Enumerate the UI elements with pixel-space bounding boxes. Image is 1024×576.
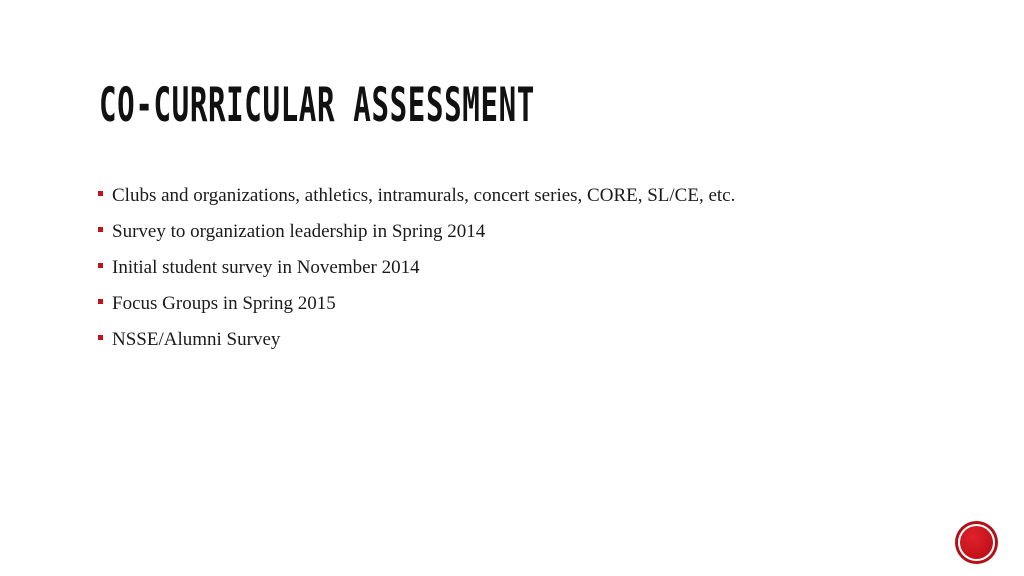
bullet-text: Focus Groups in Spring 2015 xyxy=(112,293,336,314)
red-circle-badge-icon xyxy=(958,524,995,561)
square-bullet-icon xyxy=(98,227,103,232)
bullet-text: NSSE/Alumni Survey xyxy=(112,329,281,350)
list-item xyxy=(98,221,735,257)
square-bullet-icon xyxy=(98,299,103,304)
square-bullet-icon xyxy=(98,191,103,196)
bullet-text: Clubs and organizations, athletics, intramurals, concert series, CORE, SL/CE, etc. xyxy=(112,185,736,206)
bullet-text: Initial student survey in November 2014 xyxy=(112,257,420,278)
square-bullet-icon xyxy=(98,263,103,268)
slide-title: CO-CURRICULAR ASSESSMENT xyxy=(99,78,535,133)
bullet-list xyxy=(98,185,735,365)
list-item xyxy=(98,185,735,221)
list-item xyxy=(98,293,735,329)
list-item xyxy=(98,257,735,293)
bullet-text: Survey to organization leadership in Spring 2014 xyxy=(112,221,486,242)
square-bullet-icon xyxy=(98,335,103,340)
list-item xyxy=(98,329,735,365)
